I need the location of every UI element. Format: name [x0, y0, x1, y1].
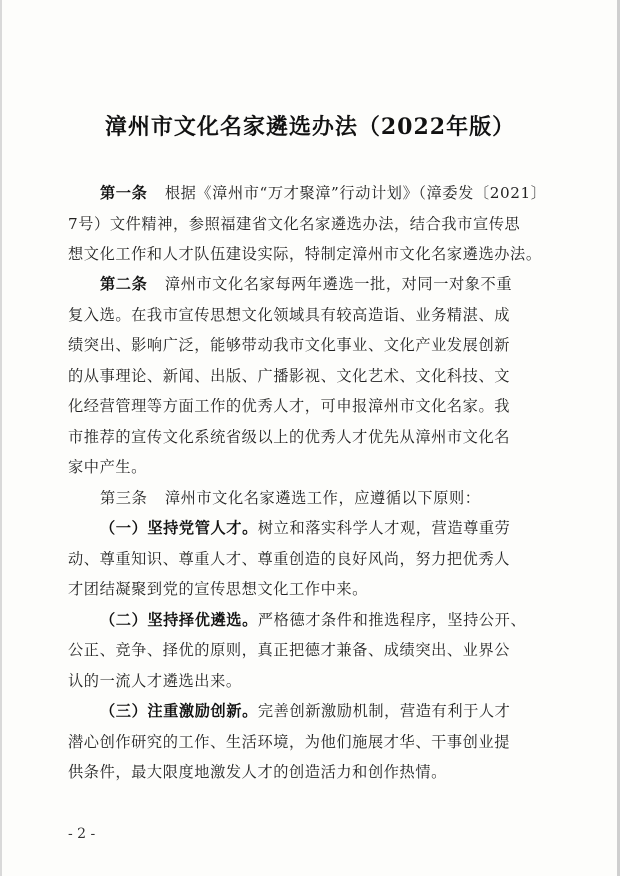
principle3-line3: 供条件，最大限度地激发人才的创造活力和创作热情。 [68, 763, 447, 781]
principle2-line2: 公正、竞争、择优的原则，真正把德才兼备、成绩突出、业界公 [68, 641, 511, 659]
principle1-heading: （一）坚持党管人才。 [100, 519, 258, 537]
principle2-text1: 严格德才条件和推选程序，坚持公开、 [257, 611, 527, 629]
principle2-line1 [100, 610, 526, 632]
page-number: - 2 - [68, 826, 96, 842]
article2-text1: 漳州市文化名家每两年遴选一批，对同一对象不重 [164, 275, 513, 293]
principle1-line2: 动、尊重知识、尊重人才、尊重创造的良好风尚，努力把优秀人 [68, 550, 511, 568]
article1-text1: 根据《漳州市“万才聚漳”行动计划》（漳委发〔2021〕 [164, 184, 547, 202]
page-edge-left [0, 0, 2, 876]
principle2-heading: （二）坚持择优遴选。 [100, 611, 258, 629]
article1-heading: 第一条 [100, 184, 148, 202]
principle1-text1: 树立和落实科学人才观，营造尊重劳 [257, 519, 511, 537]
principle1-line1 [100, 518, 510, 540]
principle2-line3: 认的一流人才遴选出来。 [68, 672, 242, 690]
article2-heading: 第二条 [100, 275, 148, 293]
article3-line1 [100, 488, 481, 510]
article2-line5: 化经营管理等方面工作的优秀人才，可申报漳州市文化名家。我 [68, 397, 511, 415]
article2-line6: 市推荐的宣传文化系统省级以上的优秀人才优先从漳州市文化名 [68, 428, 511, 446]
principle3-heading: （三）注重激励创新。 [100, 702, 258, 720]
article2-line3: 绩突出、影响广泛，能够带动我市文化事业、文化产业发展创新 [68, 336, 511, 354]
principle3-text1: 完善创新激励机制，营造有利于人才 [257, 702, 511, 720]
article2-line2: 复入选。在我市宣传思想文化领域具有较高造诣、业务精湛、成 [68, 306, 511, 324]
article2-line1 [100, 274, 512, 296]
article1-line2: 7号）文件精神，参照福建省文化名家遴选办法，结合我市宣传思 [68, 215, 521, 233]
article3-text1: 漳州市文化名家遴选工作，应遵循以下原则： [164, 489, 481, 507]
principle3-line1 [100, 701, 510, 723]
principle3-line2: 潜心创作研究的工作、生活环境，为他们施展才华、干事创业提 [68, 733, 511, 751]
article2-line4: 的从事理论、新闻、出版、广播影视、文化艺术、文化科技、文 [68, 367, 511, 385]
article1-line1 [100, 183, 547, 205]
document-title: 漳州市文化名家遴选办法（2022年版） [104, 114, 516, 140]
article3-heading: 第三条 [100, 489, 148, 507]
principle1-line3: 才团结凝聚到党的宣传思想文化工作中来。 [68, 580, 368, 598]
article2-line7: 家中产生。 [68, 458, 147, 476]
article1-line3: 想文化工作和人才队伍建设实际，特制定漳州市文化名家遴选办法。 [68, 245, 542, 263]
